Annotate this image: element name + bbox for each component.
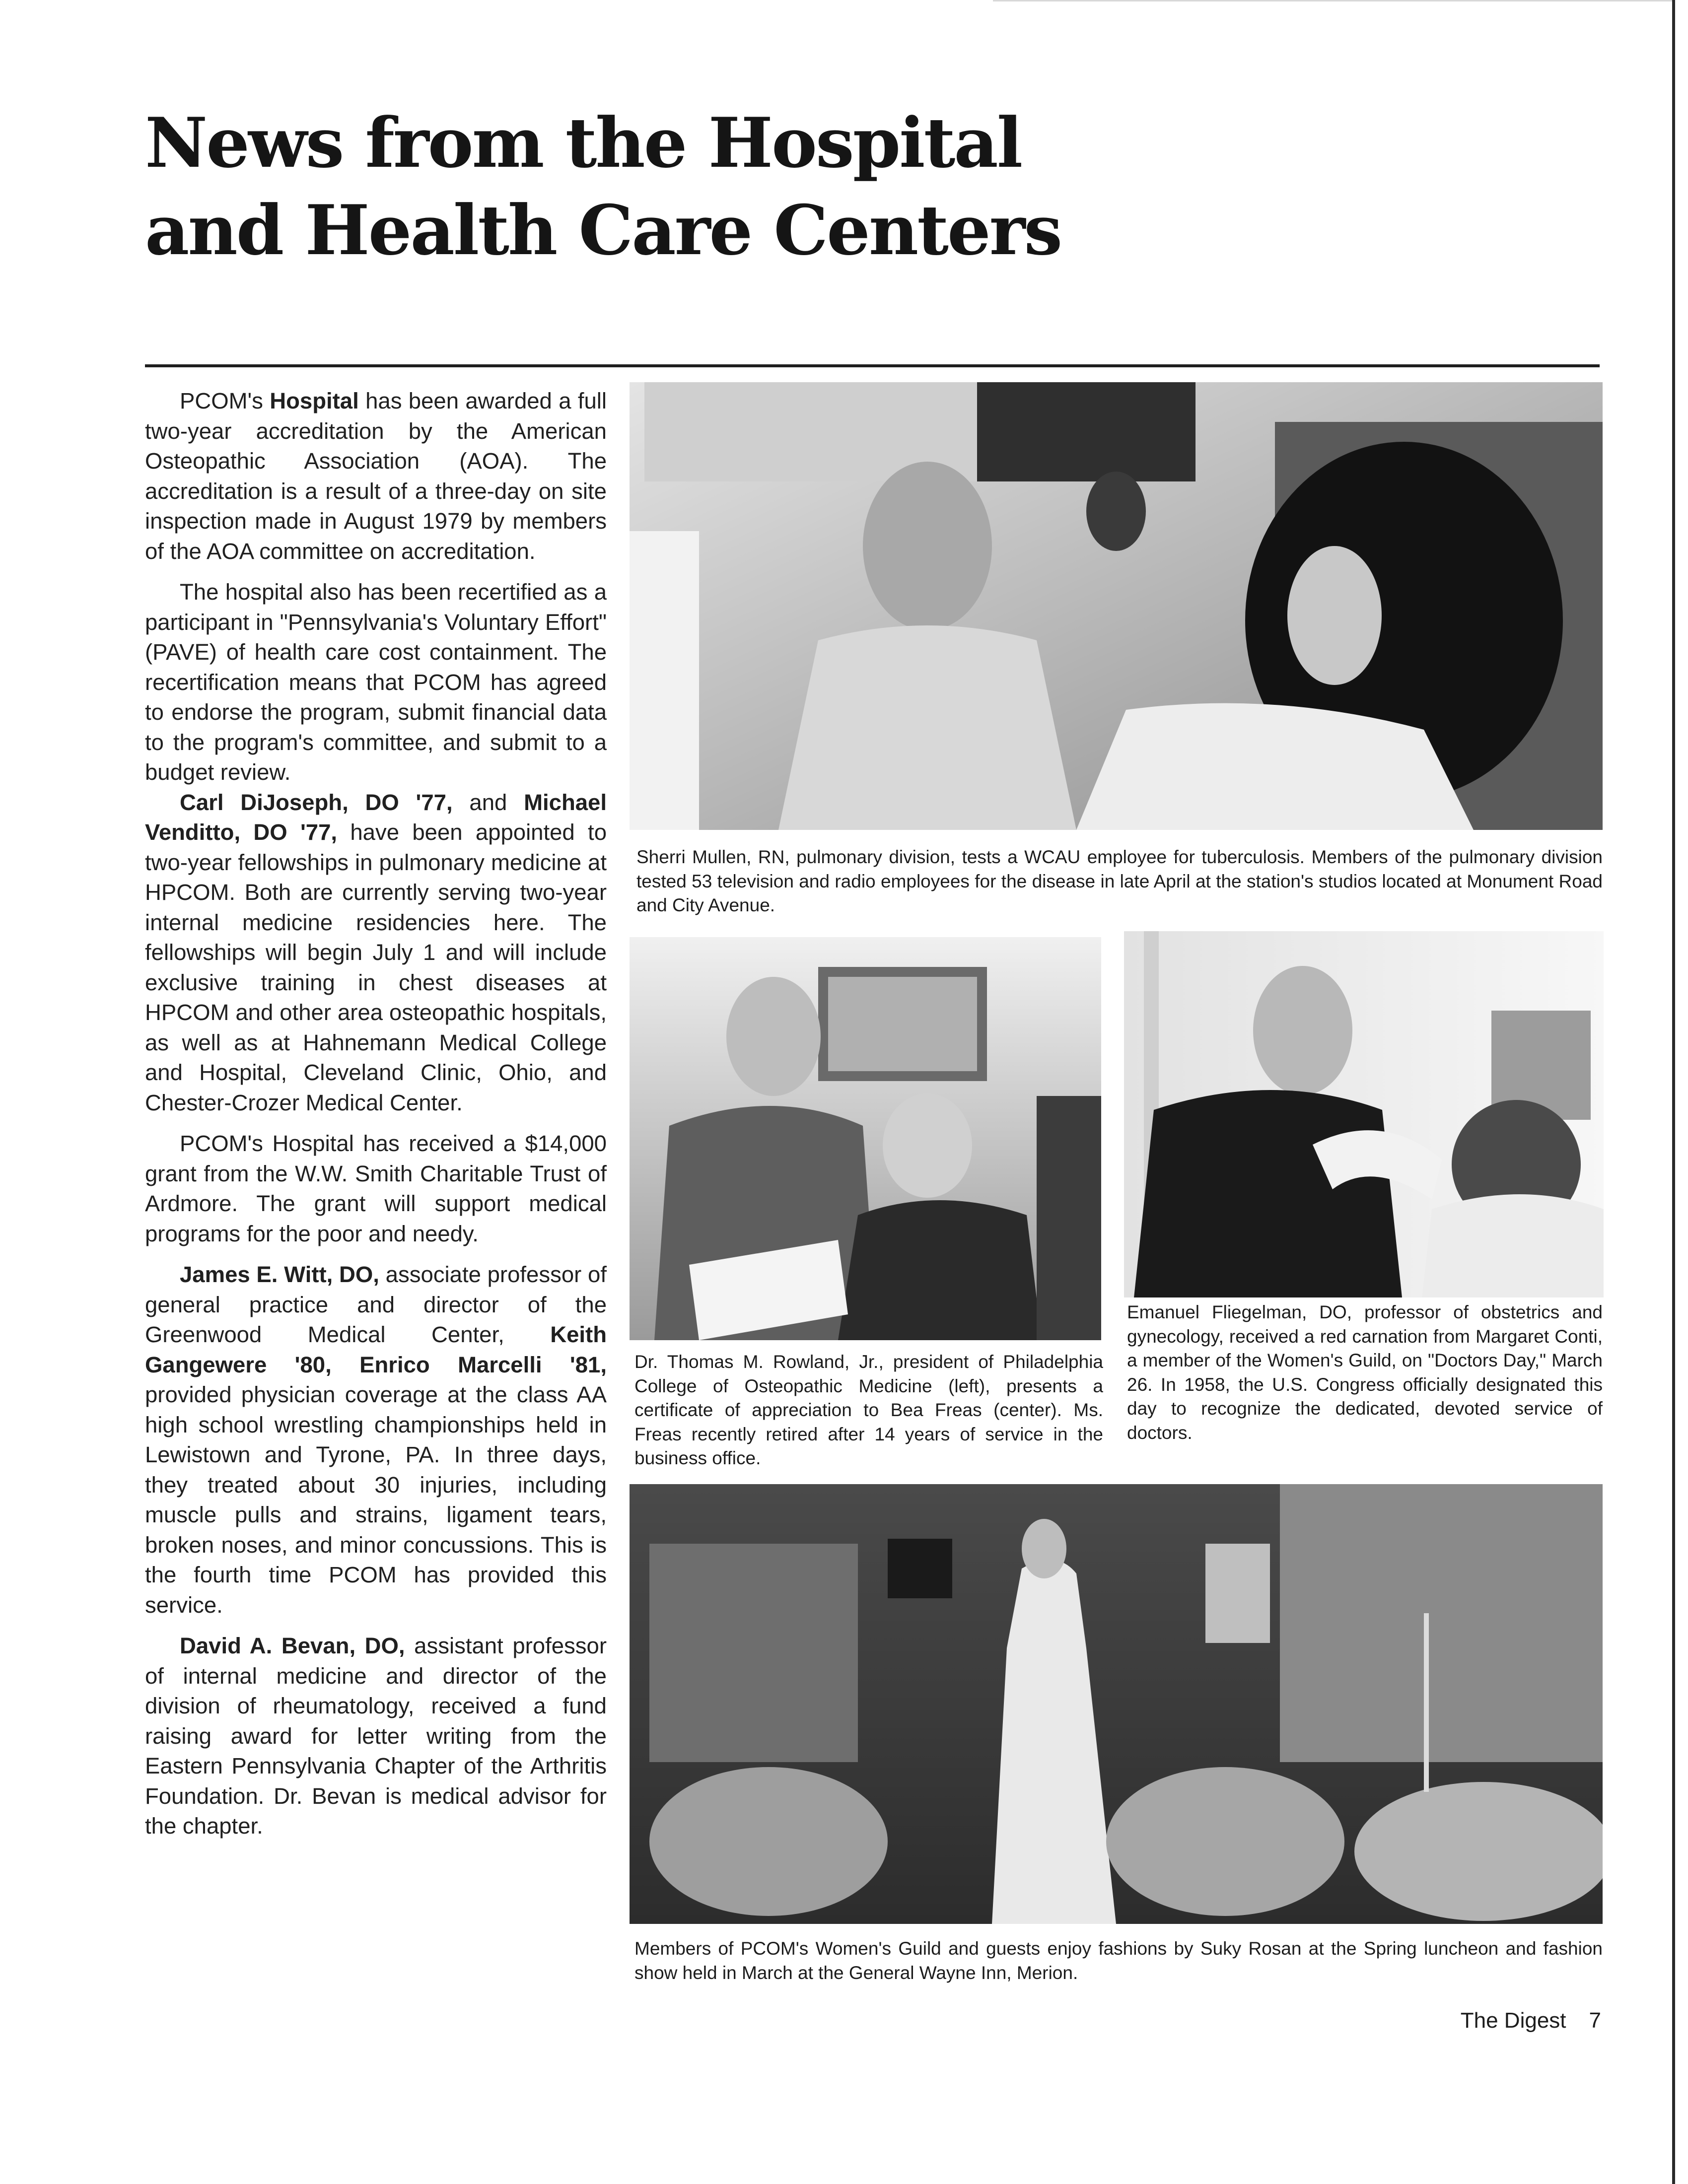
photo-fashion-show — [630, 1484, 1603, 1924]
caption-certificate-presentation: Dr. Thomas M. Rowland, Jr., president of Philadelphia College of Osteopathic Medicine (left), presents a certificate of appreciation to Bea Freas (center). Ms. Freas recently retired after 14 years of service in the business office. — [634, 1352, 1103, 1468]
paragraph-bevan-award: David A. Bevan, DO, assistant professor of internal medicine and director of the division of rheumatology, received a fund raising award for letter writing from the Eastern Pennsylvania Chapter of the Arthritis Foundation. Dr. Bevan is medical advisor for the chapter. — [145, 1633, 607, 1839]
paragraph-pulmonary-fellowships: Carl DiJoseph, DO '77, and Michael Venditto, DO '77, have been appointed to two-year fellowships in pulmonary medicine at HPCOM. Both are currently serving two-year internal medicine residencies here. The fellowships will begin July 1 and will include exclusive training in chest diseases at HPCOM and other area osteopathic hospitals, as well as at Hahnemann Medical College and Hospital, Cleveland Clinic, Ohio, and Chester-Crozer Medical Center. — [145, 789, 607, 1115]
publication-name: The Digest — [1460, 2008, 1566, 2033]
page-footer — [1430, 2003, 1601, 2038]
photo-certificate-presentation — [630, 937, 1101, 1340]
paragraph-pave-recertification: The hospital also has been recertified as a participant in "Pennsylvania's Voluntary Effort" (PAVE) of health care cost containment. The recertification means that PCOM has agreed to endorse the program, submit financial data to the program's committee, and submit to a budget review. — [145, 579, 607, 785]
page-right-edge — [1672, 0, 1675, 2184]
paragraph-smith-grant: PCOM's Hospital has received a $14,000 grant from the W.W. Smith Charitable Trust of Ardmore. The grant will support medical programs for the poor and needy. — [145, 1131, 607, 1246]
paragraph-hospital-accreditation: PCOM's Hospital has been awarded a full two-year accreditation by the American Osteopathic Association (AOA). The accreditation is a result of a three-day on site inspection made in August 1979 by members of the AOA committee on accreditation. — [145, 388, 607, 564]
caption-fashion-show: Members of PCOM's Women's Guild and guests enjoy fashions by Suky Rosan at the Spring luncheon and fashion show held in March at the General Wayne Inn, Merion. — [634, 1938, 1603, 1983]
caption-tb-testing: Sherri Mullen, RN, pulmonary division, tests a WCAU employee for tuberculosis. Members of the pulmonary division tested 53 television and radio employees for the disease in late April at the station's studios located at Monument Road and City Avenue. — [636, 847, 1603, 915]
page-top-edge — [993, 0, 1673, 1]
caption-red-carnation: Emanuel Fliegelman, DO, professor of obstetrics and gynecology, received a red carnation from Margaret Conti, a member of the Women's Guild, on "Doctors Day," March 26. In 1958, the U.S. Congress officially designated this day to recognize the dedicated, devoted service of doctors. — [1127, 1302, 1603, 1443]
headline-rule — [145, 364, 1600, 367]
article-column — [145, 386, 607, 2004]
headline-line-2: and Health Care Centers — [145, 190, 1061, 271]
page-number: 7 — [1589, 2008, 1601, 2033]
paragraph-wrestling-coverage: James E. Witt, DO, associate professor of general practice and director of the Greenwood Medical Center, Keith Gangewere '80, Enrico Marcelli '81, provided physician coverage at the class AA high school wrestling championships held in Lewistown and Tyrone, PA. In three days, they treated about 30 injuries, including muscle pulls and strains, ligament tears, broken noses, and minor concussions. This is the fourth time PCOM has provided this service. — [145, 1262, 607, 1618]
photo-tb-testing — [630, 382, 1603, 830]
page-headline — [145, 99, 1386, 274]
photo-red-carnation — [1124, 931, 1604, 1297]
headline-line-1: News from the Hospital — [145, 102, 1022, 183]
